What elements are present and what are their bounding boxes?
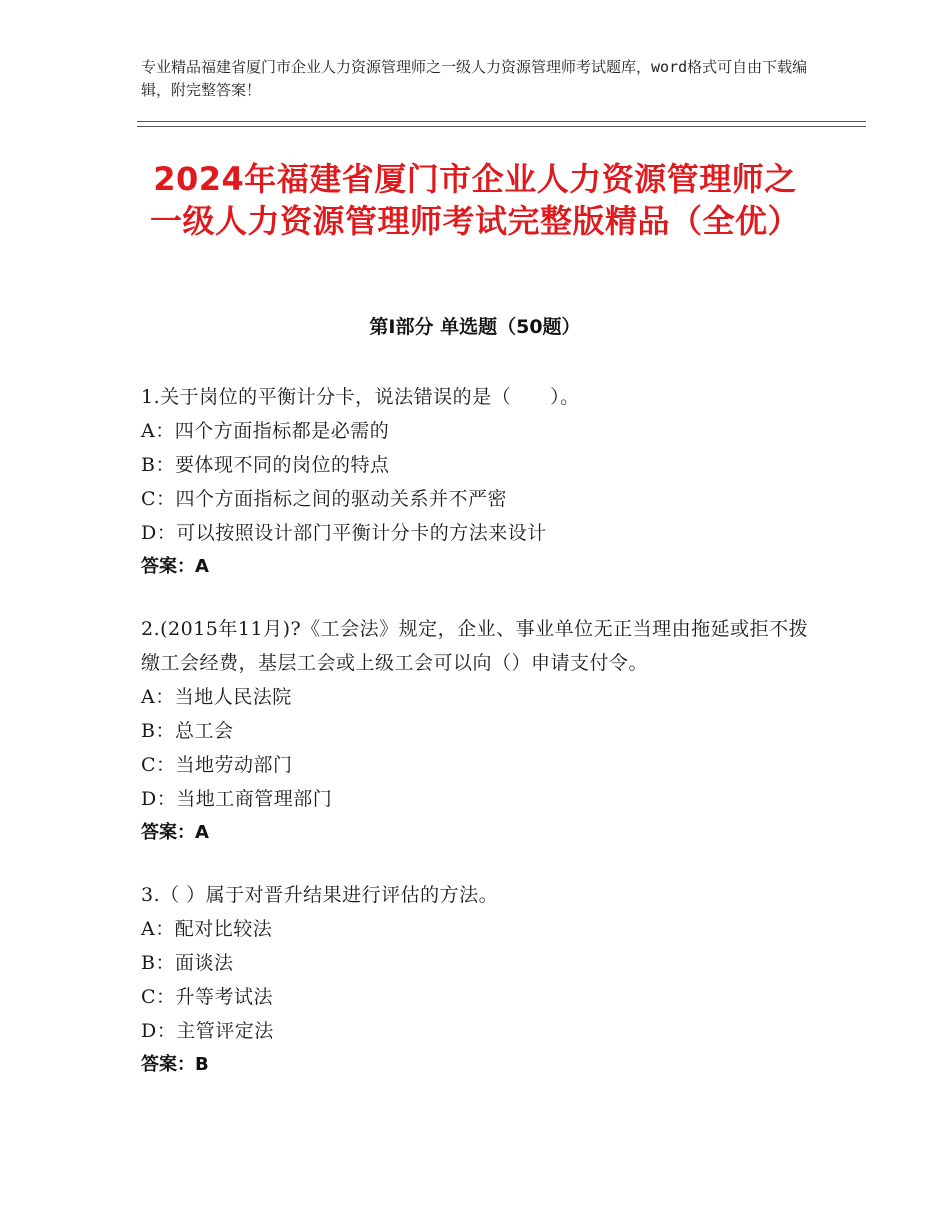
answer: 答案：A	[141, 556, 209, 577]
answer: 答案：B	[141, 1054, 209, 1075]
option-c: C：四个方面指标之间的驱动关系并不严密	[141, 488, 508, 510]
question-list	[141, 380, 821, 1110]
header-note: 专业精品福建省厦门市企业人力资源管理师之一级人力资源管理师考试题库，word格式可自由下载编辑，附完整答案！	[141, 58, 808, 99]
option-a: A：当地人民法院	[141, 686, 292, 708]
option-b: B：总工会	[141, 720, 234, 742]
question-1	[141, 380, 821, 584]
option-d: D：当地工商管理部门	[141, 788, 333, 810]
question-2	[141, 612, 821, 850]
option-c: C：当地劳动部门	[141, 754, 293, 776]
question-stem: 3.（ ）属于对晋升结果进行评估的方法。	[141, 884, 499, 906]
question-stem: 2.(2015年11月)?《工会法》规定，企业、事业单位无正当理由拖延或拒不拨缴工会经费，基层工会或上级工会可以向（）申请支付令。	[141, 618, 809, 674]
document-title: 2024年福建省厦门市企业人力资源管理师之一级人力资源管理师考试完整版精品（全优）	[149, 160, 800, 240]
section-title: 第Ⅰ部分 单选题（50题）	[369, 316, 581, 338]
option-b: B：面谈法	[141, 952, 234, 974]
option-a: A：四个方面指标都是必需的	[141, 420, 390, 442]
option-d: D：主管评定法	[141, 1020, 274, 1042]
question-3	[141, 878, 821, 1082]
option-a: A：配对比较法	[141, 918, 273, 940]
option-c: C：升等考试法	[141, 986, 274, 1008]
answer: 答案：A	[141, 822, 209, 843]
option-d: D：可以按照设计部门平衡计分卡的方法来设计	[141, 522, 547, 544]
header-divider	[137, 121, 866, 127]
option-b: B：要体现不同的岗位的特点	[141, 454, 390, 476]
question-stem: 1.关于岗位的平衡计分卡，说法错误的是（ ）。	[141, 386, 580, 408]
